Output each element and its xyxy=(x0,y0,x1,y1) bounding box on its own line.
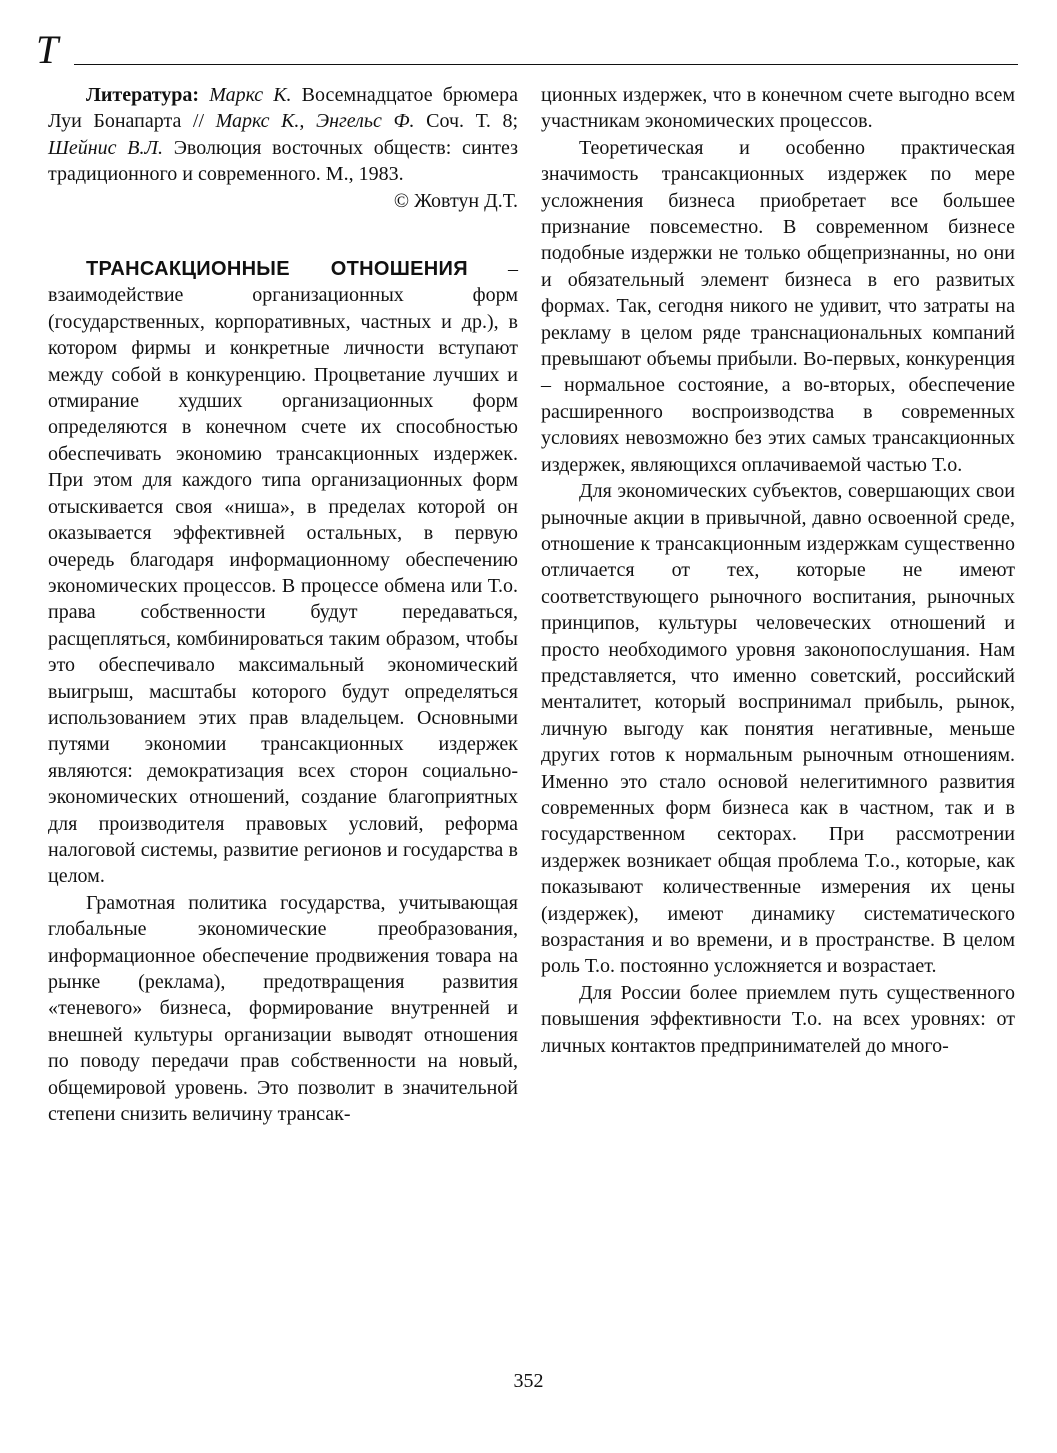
entry-gap xyxy=(48,214,518,256)
left-column xyxy=(48,82,518,1127)
body-paragraph: Для России более приемлем путь существенного повышения эффективности Т.о. на всех уровнях: от личных контактов предпринимателей до много- xyxy=(541,981,1015,1057)
literature-text: Эволюция восточных обществ: синтез традиционного и современного. М., 1983. xyxy=(48,136,519,186)
right-column xyxy=(541,82,1015,1059)
body-paragraph: Теоретическая и особенно практическая значимость трансакционных издержек по мере усложнения бизнеса приобретает все большее признание повсеместно. В современном бизнесе подобные издержки не только общепризнанны, но они и обязательный элемент бизнеса в его развитых формах. Так, сегодня никого не удивит, что затраты на рекламу в целом ряде транснациональных компаний превышают объемы прибыли. Во-первых, конкуренция – нормальное состояние, а во-вторых, обеспечение расширенного воспроизводства в современных условиях невозможно без этих самых трансакционных издержек, являющихся оплачиваемой частью Т.о. xyxy=(541,136,1015,476)
page-number: 352 xyxy=(513,1370,544,1392)
section-letter: Т xyxy=(36,27,59,72)
continued-paragraph: ционных издержек, что в конечном счете выгодно всем участникам экономических процессов. xyxy=(541,84,1015,133)
body-paragraph: Для экономических субъектов, совершающих свои рыночные акции в привычной, давно освоенной среде, отношение к трансакционным издержкам существенно отличается от тех, которые не имеют соответствующего рыночного воспитания, рыночных принципов, культуры человеческих отношений и просто необходимого уровня законопослушания. Нам представляется, что именно советский, российский менталитет, который воспринимал прибыль, рынок, личную выгоду как понятия негативные, меньше других готов к нормальным рыночным отношениям. Именно это стало основой нелегитимного развития современных форм бизнеса как в частном, так и в государственном секторах. При рассмотрении издержек возникает общая проблема Т.о., которые, как показывают количественные измерения их цены (издержек), имеют динамику систематического возрастания и во времени, и в пространстве. В целом роль Т.о. постоянно усложняется и возрастает. xyxy=(541,480,1015,978)
literature-author: Маркс К. xyxy=(209,84,292,106)
literature-text: Восемнадцатое брюмера Луи Бонапарта // xyxy=(48,84,518,133)
header-rule xyxy=(74,64,1018,65)
entry-term: ТРАНСАКЦИОННЫЕ ОТНОШЕНИЯ xyxy=(86,258,468,281)
copyright-line: © Жовтун Д.Т. xyxy=(393,189,518,212)
literature-text: Соч. Т. 8; xyxy=(414,110,518,133)
literature-author: Шейнис В.Л. xyxy=(48,136,163,159)
literature-paragraph xyxy=(48,82,518,188)
literature-label: Литература: xyxy=(86,84,200,106)
entry-definition: – взаимодействие организационных форм (государственных, корпоративных, частных и др.), в котором фирмы и конкретные личности вступают между собой в конкуренцию. Процветание лучших и отмирание худших организационных форм определяются в конечном счете их способностью обеспечивать экономию трансакционных издержек. При этом для каждого типа организационных форм отыскивается своя «ниша», в пределах которой он оказывается эффективней остальных, в первую очередь благодаря информационному обеспечению экономических процессов. В процессе обмена или Т.о. права собственности будут передаваться, расщепляться, комбинироваться таким образом, чтобы это обеспечивало максимальный экономический выигрыш, масштабы которого будут определяться использованием этих прав владельцем. Основными путями экономии трансакционных издержек являются: демократизация всех сторон социально-экономических отношений, создание благоприятных для производителя правовых условий, реформа налоговой системы, развитие регионов и государства в целом. xyxy=(48,258,519,888)
entry-paragraph xyxy=(48,256,518,890)
entry-paragraph: Грамотная политика государства, учитывающая глобальные экономические преобразования, информационное обеспечение продвижения товара на рынке (реклама), предотвращения развития «теневого» бизнеса, формирование внутренней и внешней культуры организации выводят отношения по поводу передачи прав собственности на новый, общемировой уровень. Это позволит в значительной степени снизить величину трансак- xyxy=(48,891,518,1126)
literature-author: Маркс К., Энгельс Ф. xyxy=(215,110,415,133)
